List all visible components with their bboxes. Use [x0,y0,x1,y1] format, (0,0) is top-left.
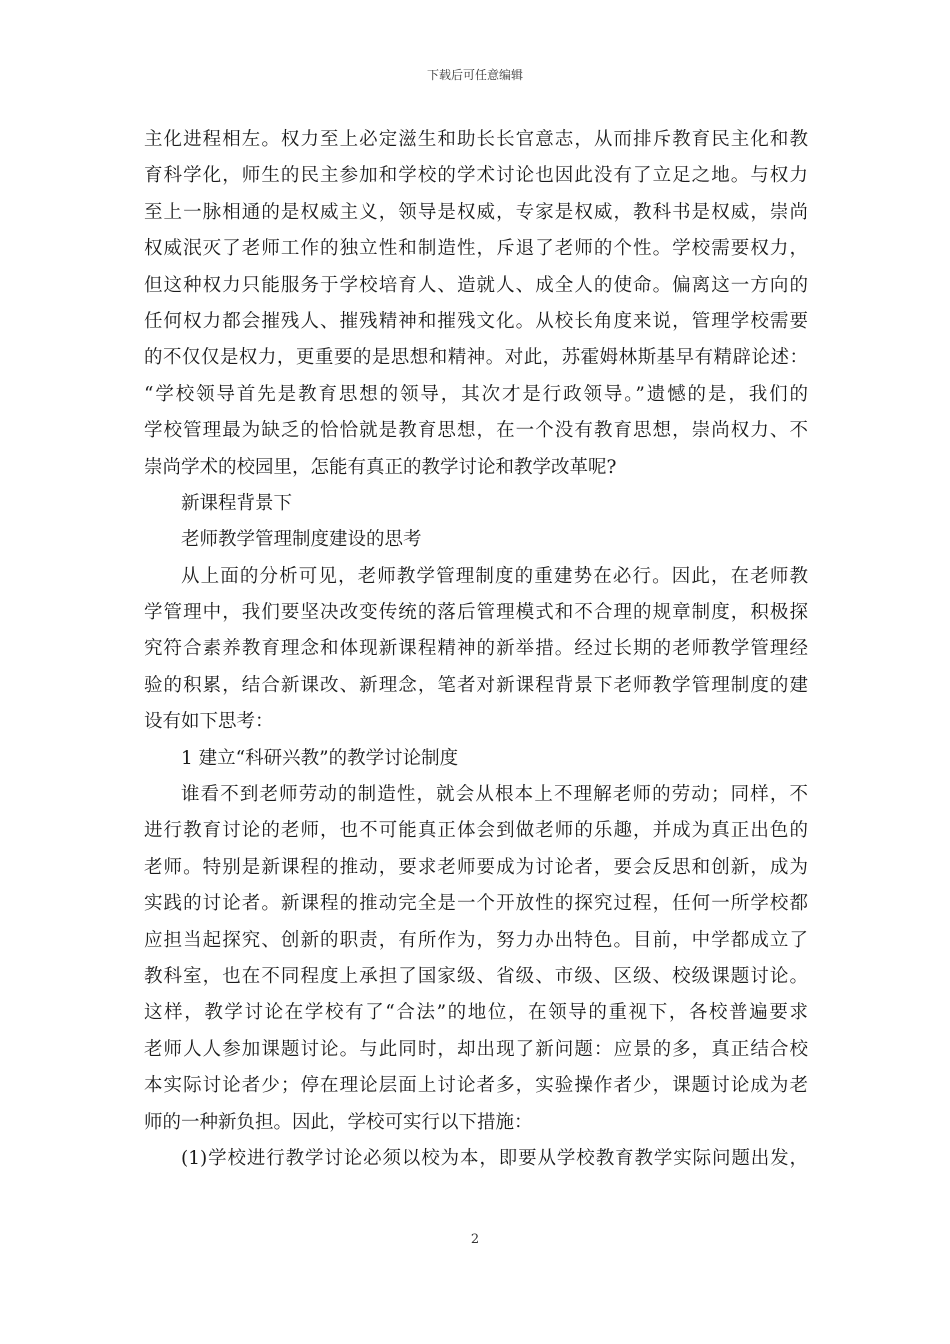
paragraph-line: 学校管理最为缺乏的恰恰就是教育思想，在一个没有教育思想，崇尚权力、不 [144,420,808,442]
paragraph-line: 老师。特别是新课程的推动，要求老师要成为讨论者，要会反思和创新，成为 [144,856,808,878]
paragraph-line: 的不仅仅是权力，更重要的是思想和精神。对此，苏霍姆林斯基早有精辟论述： [144,347,808,369]
section-heading-line: 老师教学管理制度建设的思考 [181,529,422,551]
section-heading-line: 新课程背景下 [181,492,293,514]
paragraph-line: (1)学校进行教学讨论必须以校为本，即要从学校教育教学实际问题出发， [181,1147,808,1169]
paragraph-line: “学校领导首先是教育思想的领导，其次才是行政领导。”遗憾的是，我们的 [144,383,808,405]
paragraph-line: 从上面的分析可见，老师教学管理制度的重建势在必行。因此，在老师教 [181,565,808,587]
paragraph-line: 任何权力都会摧残人、摧残精神和摧残文化。从校长角度来说，管理学校需要 [144,310,808,332]
paragraph-line: 崇尚学术的校园里，怎能有真正的教学讨论和教学改革呢? [144,456,617,478]
paragraph-line: 这样，教学讨论在学校有了“合法”的地位，在领导的重视下，各校普遍要求 [144,1002,808,1024]
paragraph-line: 实践的讨论者。新课程的推动完全是一个开放性的探究过程，任何一所学校都 [144,893,808,915]
paragraph-line: 主化进程相左。权力至上必定滋生和助长长官意志，从而排斥教育民主化和教 [144,129,808,150]
document-body [144,122,808,1177]
paragraph-line: 师的一种新负担。因此，学校可实行以下措施： [144,1111,533,1133]
section-heading-line: 1 建立“科研兴教”的教学讨论制度 [181,747,459,769]
paragraph-line: 权威泯灭了老师工作的独立性和制造性，斥退了老师的个性。学校需要权力， [144,238,808,260]
paragraph-line: 究符合素养教育理念和体现新课程精神的新举措。经过长期的老师教学管理经 [144,638,808,660]
paragraph-line: 教科室，也在不同程度上承担了国家级、省级、市级、区级、校级课题讨论。 [144,965,808,987]
paragraph-line: 验的积累，结合新课改、新理念，笔者对新课程背景下老师教学管理制度的建 [144,674,808,696]
paragraph-line: 本实际讨论者少；停在理论层面上讨论者多，实验操作者少，课题讨论成为老 [144,1075,808,1097]
paragraph-line: 学管理中，我们要坚决改变传统的落后管理模式和不合理的规章制度，积极探 [144,602,808,624]
paragraph-line: 进行教育讨论的老师，也不可能真正体会到做老师的乐趣，并成为真正出色的 [144,820,808,842]
paragraph-line: 应担当起探究、创新的职责，有所作为，努力办出特色。目前，中学都成立了 [144,929,808,951]
paragraph-line: 谁看不到老师劳动的制造性，就会从根本上不理解老师的劳动；同样，不 [181,784,808,806]
paragraph-line: 设有如下思考： [144,711,274,733]
paragraph-line: 老师人人参加课题讨论。与此同时，却出现了新问题：应景的多，真正结合校 [144,1038,808,1060]
page-number: 2 [470,1232,480,1247]
page-header: 下载后可任意编辑 [426,68,523,82]
paragraph-line: 至上一脉相通的是权威主义，领导是权威，专家是权威，教科书是权威，崇尚 [144,201,808,223]
paragraph-line: 育科学化，师生的民主参加和学校的学术讨论也因此没有了立足之地。与权力 [144,165,808,187]
paragraph-line: 但这种权力只能服务于学校培育人、造就人、成全人的使命。偏离这一方向的 [144,274,808,296]
